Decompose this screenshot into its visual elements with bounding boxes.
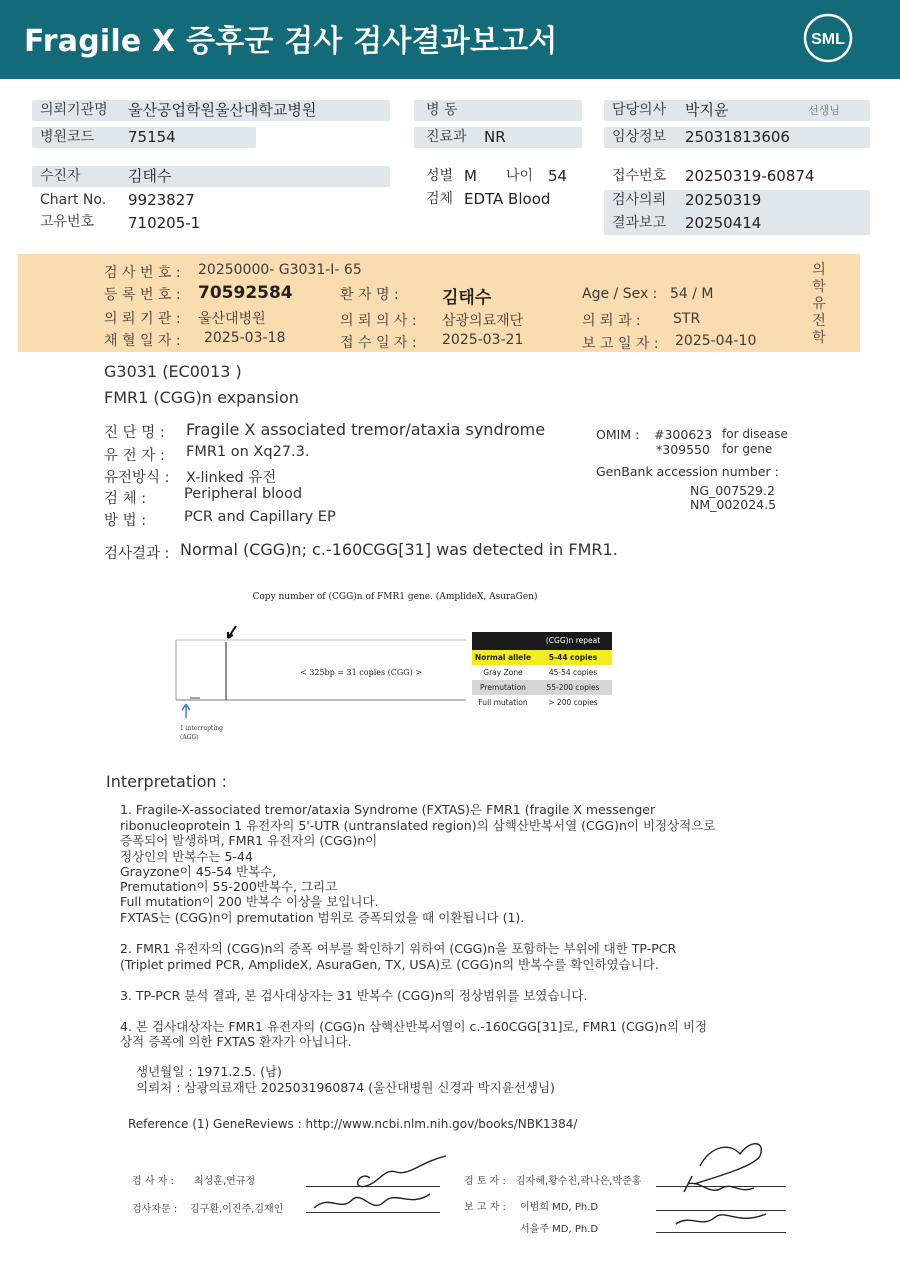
- table-row: Full mutation > 200 copies: [478, 698, 598, 707]
- repeat-table: [472, 632, 612, 710]
- electropherogram-figure: [170, 588, 620, 748]
- table-row: Gray Zone 45-54 copies: [483, 668, 598, 677]
- test-name: FMR1 (CGG)n expansion: [104, 388, 299, 407]
- method-label: 방 법 :: [104, 513, 147, 529]
- method-value: PCR and Capillary EP: [184, 509, 336, 525]
- receipt-label: 접수번호: [612, 168, 667, 184]
- tester-label: 검 사 자 :: [132, 1176, 174, 1187]
- lab-report-date-value: 2025-04-10: [675, 333, 757, 349]
- department-value: NR: [484, 128, 506, 146]
- receive-date-value: 2025-03-21: [442, 332, 524, 348]
- unique-no-value: 710205-1: [128, 214, 201, 232]
- chart-no-label: Chart No.: [40, 192, 107, 208]
- interrupt-arrow-icon: [182, 704, 190, 718]
- receive-date-label: 접 수 일 자 :: [340, 335, 417, 351]
- inheritance-label: 유전방식 :: [104, 470, 170, 486]
- test-no-label: 검 사 번 호 :: [104, 265, 181, 281]
- specimen-label: 검체: [426, 191, 454, 207]
- interp-line: 2. FMR1 유전자의 (CGG)n의 증폭 여부를 확인하기 위하여 (CGG)n을 포함하는 부위에 대한 TP-PCR: [120, 941, 677, 956]
- birth-date: 생년월일 : 1971.2.5. (남): [136, 1064, 282, 1079]
- age-sex-value: 54 / M: [670, 286, 714, 302]
- interpretation-title: Interpretation :: [106, 772, 227, 791]
- report-date-label: 결과보고: [612, 215, 667, 231]
- dept-vertical-label: 의 학 유 전 학: [812, 262, 826, 346]
- peak-label: < 325bp = 31 copies (CGG) >: [300, 668, 423, 677]
- interp-line: 증폭되어 발생하며, FMR1 유전자의 (CGG)n이: [120, 833, 378, 848]
- report-header: [0, 0, 900, 79]
- patient-label: 수진자: [40, 168, 81, 184]
- omim-gene: *309550: [656, 442, 710, 457]
- patient-value: 김태수: [128, 167, 172, 185]
- dept-value: STR: [673, 311, 701, 327]
- genbank-2: NM_002024.5: [690, 497, 777, 512]
- ward-label: 병 동: [426, 102, 458, 118]
- gene-label: 유 전 자 :: [104, 448, 165, 464]
- interp-line: (Triplet primed PCR, AmplideX, AsuraGen, TX, USA)로 (CGG)n의 반복수를 확인하였습니다.: [120, 957, 659, 972]
- reg-no-label: 등 록 번 호 :: [104, 287, 181, 303]
- sex-value: M: [464, 167, 477, 185]
- reporter-label: 보 고 자 :: [464, 1202, 506, 1213]
- report-date-value: 20250414: [685, 214, 762, 232]
- req-doctor-label: 의 뢰 의 사 :: [340, 313, 417, 329]
- result-label: 검사결과 :: [104, 546, 170, 562]
- institution-value: 울산공업학원울산대학교병원: [128, 101, 317, 119]
- repeat-table-header: (CGG)n repeat: [472, 632, 612, 650]
- diagnosis-value: Fragile X associated tremor/ataxia syndrome: [186, 420, 546, 439]
- svg-text:SML: SML: [811, 31, 845, 48]
- receipt-value: 20250319-60874: [685, 167, 815, 185]
- lab-report-date-label: 보 고 일 자 :: [582, 336, 659, 352]
- clinical-info-label: 임상정보: [612, 129, 667, 145]
- lab-header-box: [18, 254, 860, 352]
- svg-text:(AGG): (AGG): [180, 734, 199, 741]
- reviewer-value: 김자혜,황수진,곽나은,박준홍: [516, 1176, 642, 1187]
- interp-line: 정상인의 반복수는 5-44: [120, 849, 253, 864]
- req-doctor-value: 삼광의료재단: [442, 313, 524, 329]
- doctor-value: 박지윤: [685, 101, 729, 119]
- omim-disease: #300623: [654, 427, 713, 442]
- specimen-value: EDTA Blood: [464, 190, 551, 208]
- lab-patient-value: 김태수: [442, 288, 492, 308]
- collect-date-label: 채 혈 일 자 :: [104, 333, 181, 349]
- department-label: 진료과: [426, 129, 467, 145]
- tester-value: 최성훈,연규정: [194, 1176, 256, 1187]
- reg-no-value: 70592584: [198, 283, 293, 303]
- tester2-value: 김구환,이진주,김재인: [190, 1204, 284, 1215]
- unique-no-label: 고유번호: [40, 214, 95, 230]
- peak-arrow-icon: [228, 626, 236, 638]
- hospital-code-value: 75154: [128, 128, 176, 146]
- interp-line: 4. 본 검사대상자는 FMR1 유전자의 (CGG)n 삼핵산반복서열이 c.-160CGG[31]로, FMR1 (CGG)n의 비정: [120, 1019, 708, 1034]
- interp-line: 3. TP-PCR 분석 결과, 본 검사대상자는 31 반복수 (CGG)n의 정상범위를 보였습니다.: [120, 988, 588, 1003]
- chart-no-value: 9923827: [128, 191, 195, 209]
- reference: Reference (1) GeneReviews : http://www.ncbi.nlm.nih.gov/books/NBK1384/: [128, 1117, 578, 1131]
- lab-inst-value: 울산대병원: [198, 311, 266, 327]
- table-row: Normal allele 5-44 copies: [472, 650, 612, 665]
- table-row: Premutation 55-200 copies: [472, 680, 612, 695]
- interp-line: FXTAS는 (CGG)n이 premutation 범위로 증폭되었을 때 이환됩니다 (1).: [120, 910, 525, 925]
- test-specimen-value: Peripheral blood: [184, 486, 303, 502]
- collect-date-value: 2025-03-18: [204, 330, 286, 346]
- lab-patient-label: 환 자 명 :: [340, 287, 399, 303]
- request-date-label: 검사의뢰: [612, 192, 667, 208]
- age-value: 54: [548, 167, 568, 185]
- request-date-value: 20250319: [685, 191, 762, 209]
- interp-line: Full mutation이 200 반복수 이상을 보입니다.: [120, 894, 379, 909]
- tester2-label: 검사자문 :: [132, 1204, 178, 1215]
- omim-disease-note: for disease: [722, 427, 788, 441]
- doctor-suffix: 선생님: [808, 104, 840, 117]
- doctor-label: 담당의사: [612, 102, 667, 118]
- dept-label: 의 뢰 과 :: [582, 313, 641, 329]
- omim-label: OMIM :: [596, 427, 640, 442]
- test-code: G3031 (EC0013 ): [104, 362, 242, 381]
- test-no-value: 20250000- G3031-I- 65: [198, 262, 362, 278]
- result-value: Normal (CGG)n; c.-160CGG[31] was detected in FMR1.: [180, 540, 618, 559]
- reviewer-label: 검 토 자 :: [464, 1176, 506, 1187]
- reporter-value: 이범희 MD, Ph.D: [520, 1202, 599, 1213]
- sml-logo-icon: [802, 12, 854, 64]
- interp-line: 1. Fragile-X-associated tremor/ataxia Syndrome (FXTAS)은 FMR1 (fragile X messenger: [120, 802, 656, 817]
- age-label: 나이: [506, 168, 534, 184]
- interp-line: ribonucleoprotein 1 유전자의 5'-UTR (untranslated region)의 삼핵산반복서열 (CGG)n이 비정상적으로: [120, 818, 716, 833]
- sex-label: 성별: [426, 168, 454, 184]
- gene-value: FMR1 on Xq27.3.: [186, 444, 310, 460]
- clinical-info-value: 25031813606: [685, 128, 790, 146]
- figure-title: Copy number of (CGG)n of FMR1 gene. (AmplideX, AsuraGen): [252, 592, 538, 602]
- reporter2-value: 서을주 MD, Ph.D: [520, 1224, 599, 1235]
- institution-label: 의뢰기관명: [40, 102, 108, 118]
- tester-signature: [300, 1150, 450, 1230]
- svg-text:1 interrupting: 1 interrupting: [180, 725, 223, 732]
- reviewer-signature: [640, 1136, 790, 1236]
- genbank-1: NG_007529.2: [690, 483, 775, 498]
- age-sex-label: Age / Sex :: [582, 286, 658, 302]
- interp-line: Premutation이 55-200반복수, 그리고: [120, 879, 338, 894]
- omim-gene-note: for gene: [722, 442, 773, 456]
- diagnosis-label: 진 단 명 :: [104, 425, 165, 441]
- hospital-code-label: 병원코드: [40, 129, 95, 145]
- interp-line: Grayzone이 45-54 반복수,: [120, 864, 277, 879]
- genbank-label: GenBank accession number :: [596, 464, 779, 479]
- report-title: Fragile X 증후군 검사 검사결과보고서: [24, 24, 558, 59]
- interp-line: 상적 증폭에 의한 FXTAS 환자가 아닙니다.: [120, 1034, 352, 1049]
- lab-inst-label: 의 뢰 기 관 :: [104, 311, 181, 327]
- inheritance-value: X-linked 유전: [186, 470, 277, 486]
- referrer: 의뢰처 : 삼광의료재단 2025031960874 (울산대병원 신경과 박지윤선생님): [136, 1080, 555, 1095]
- test-specimen-label: 검 체 :: [104, 491, 147, 507]
